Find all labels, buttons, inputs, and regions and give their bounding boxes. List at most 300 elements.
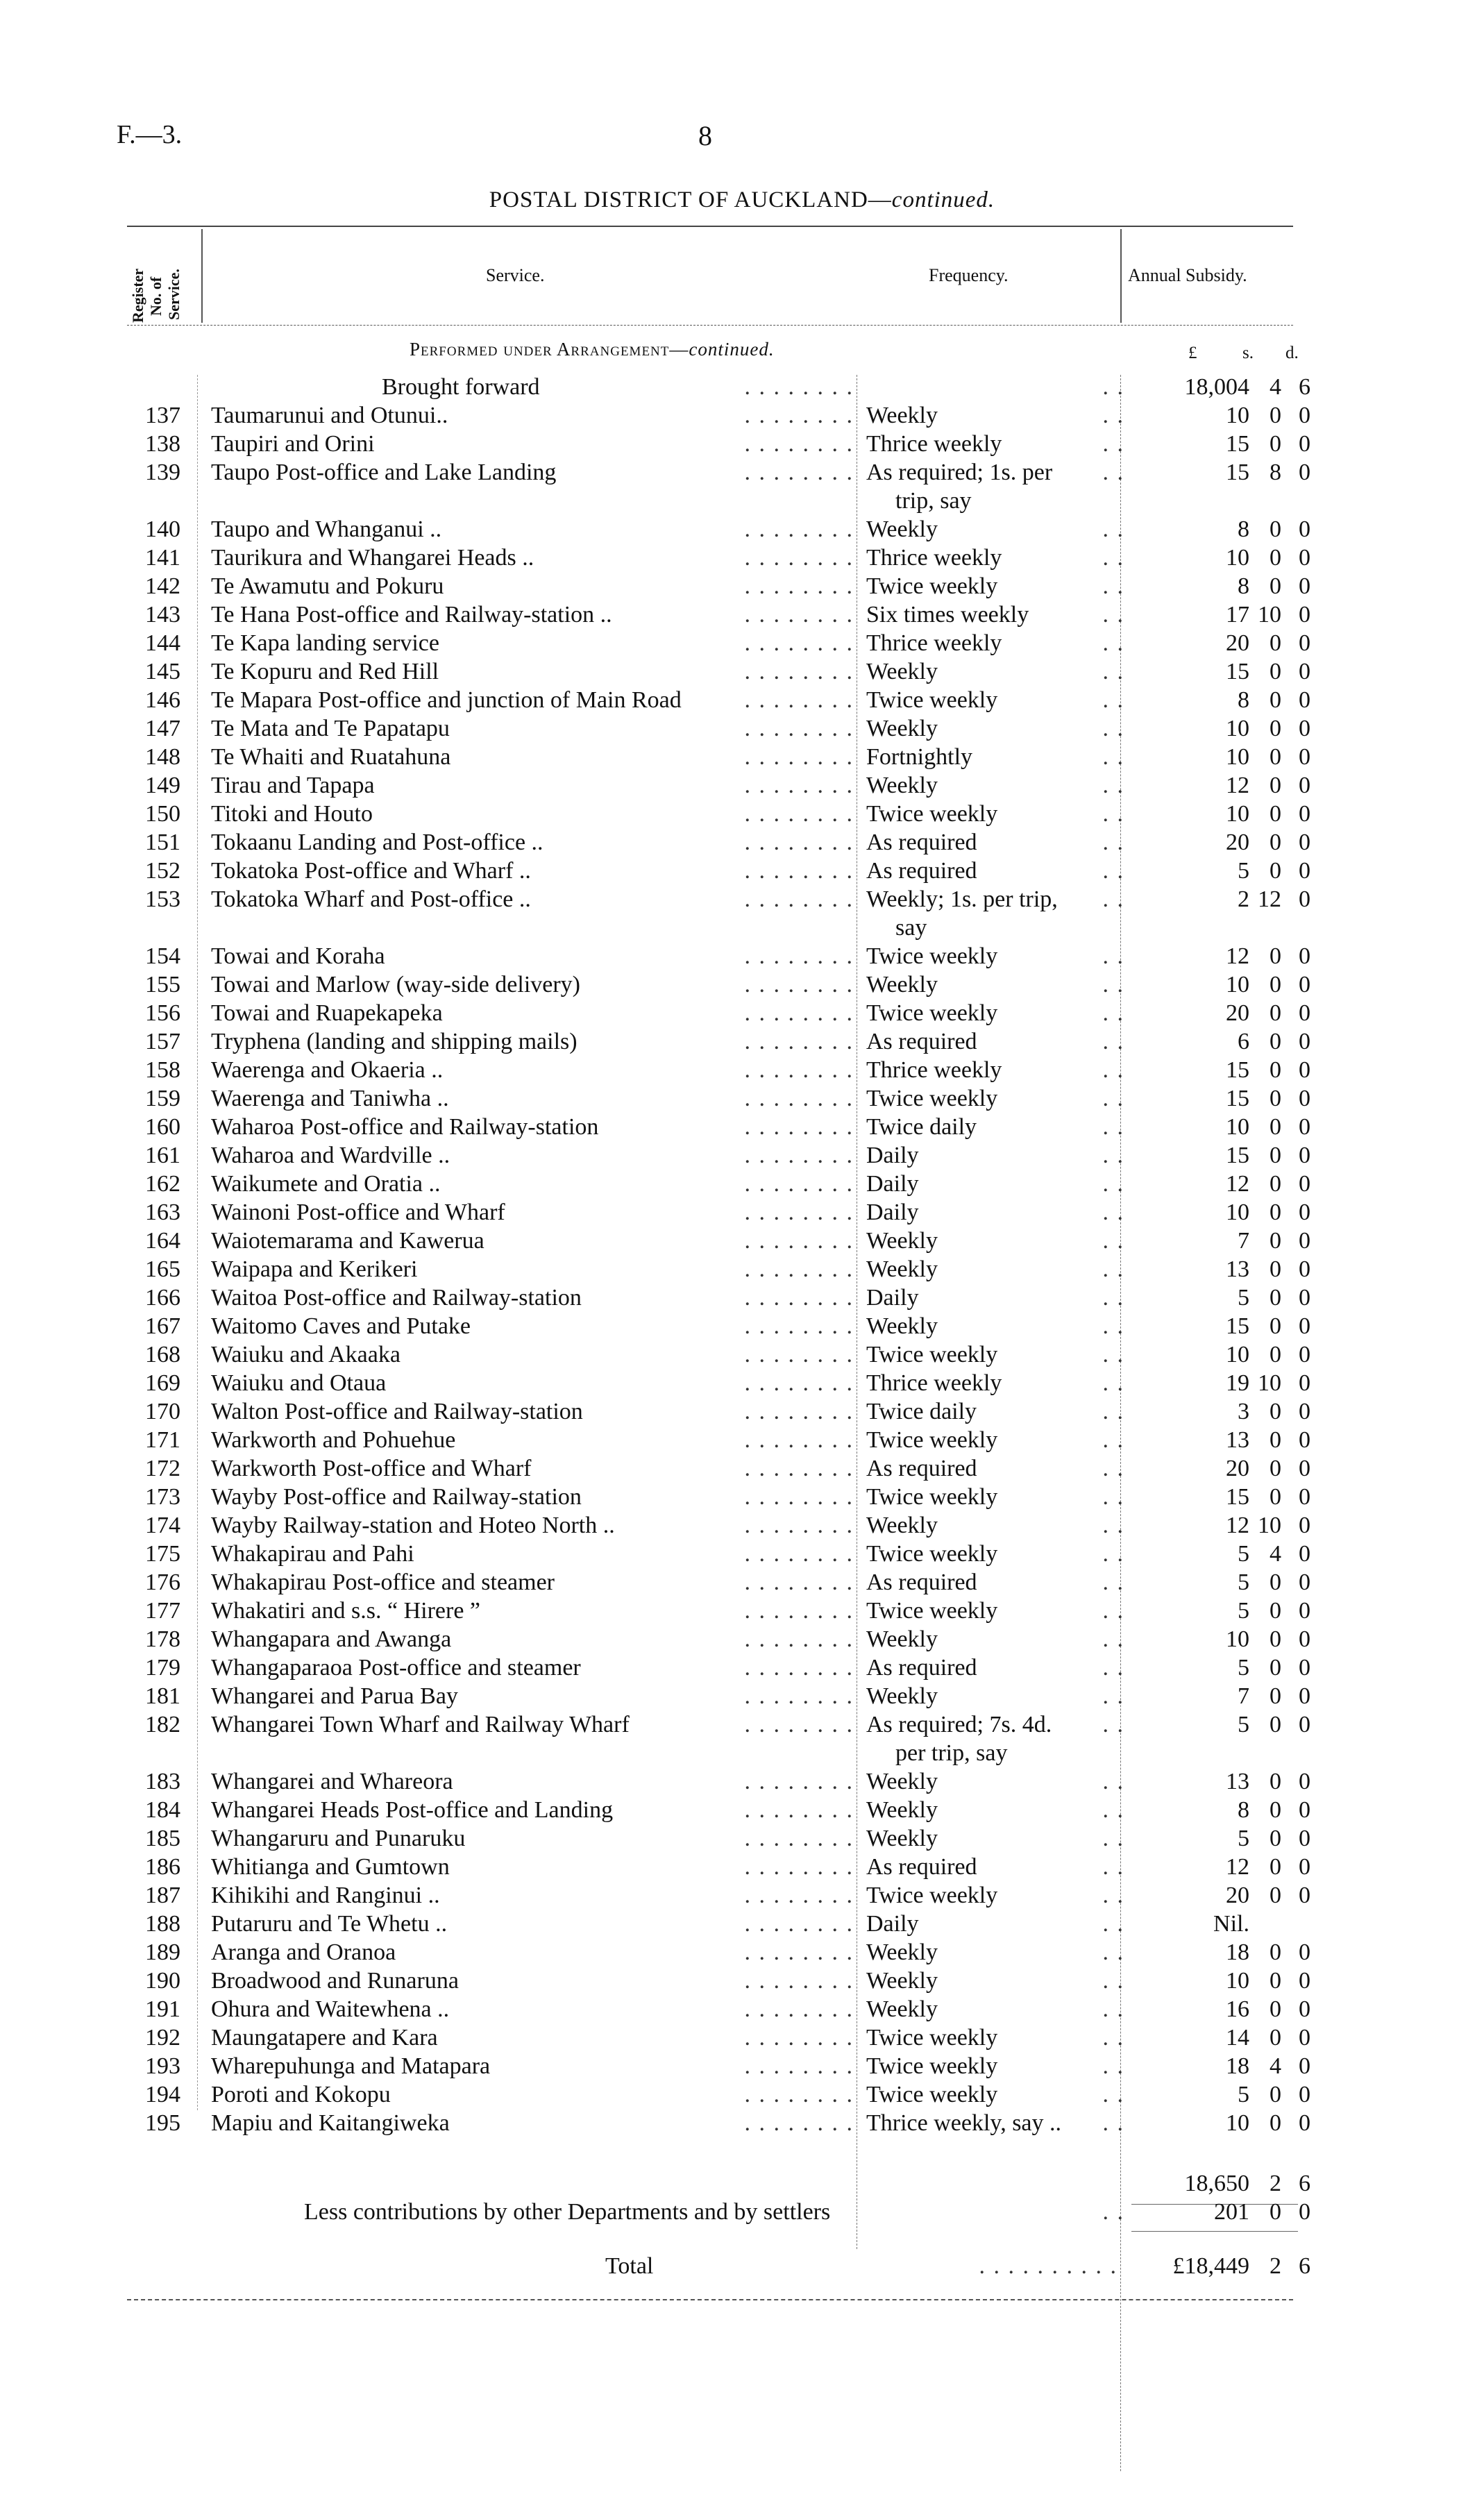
table-row [0,2109,1484,2137]
pence-cell: 0 [1299,2110,1310,2136]
leader-dots: . . [1102,1797,1124,1823]
table-row [0,1056,1484,1084]
table-row [0,1653,1484,1682]
leader-dots: . . . . . . . . [744,1854,854,1880]
pence-cell: 0 [1299,1171,1310,1197]
pence-cell: 0 [1299,1399,1310,1424]
table-row [0,1141,1484,1170]
register-number: 148 [145,744,180,770]
pence-cell: 0 [1299,1086,1310,1111]
pounds-cell: 15 [1226,1057,1249,1083]
table-row [0,1113,1484,1141]
table-row [0,2080,1484,2109]
register-number: 151 [145,830,180,855]
service-name: Wainoni Post-office and Wharf [211,1199,505,1225]
pounds-cell: 10 [1226,545,1249,571]
register-number: 142 [145,573,180,599]
shillings-cell: 0 [1270,687,1281,713]
register-number: 158 [145,1057,180,1083]
leader-dots: . . [1102,1399,1124,1424]
pounds-cell: 20 [1226,1000,1249,1026]
table-row [0,1682,1484,1710]
register-number: 193 [145,2053,180,2079]
register-number: 137 [145,403,180,428]
frequency-text: Thrice weekly [866,431,1002,457]
pounds-symbol: £ [1188,344,1197,362]
brought-forward-row [0,373,1484,401]
shillings-cell: 0 [1270,1000,1281,1026]
leader-dots: . . . . . . . . [744,1342,854,1367]
frequency-text: Weekly; 1s. per trip, [866,886,1058,912]
leader-dots: . . [1102,1569,1124,1595]
subheading-italic: continued. [689,339,775,360]
leader-dots: . . . . . . . . [744,1456,854,1481]
table-row [0,743,1484,771]
shillings-cell: 0 [1270,1939,1281,1965]
leader-dots: . . . . . . . . [744,1086,854,1111]
service-name: Tokaanu Landing and Post-office .. [211,830,543,855]
pounds-cell: Nil. [1213,1911,1249,1937]
service-name: Tokatoka Post-office and Wharf .. [211,858,531,884]
service-name: Waerenga and Okaeria .. [211,1057,444,1083]
frequency-text: As required [866,830,977,855]
frequency-text: Weekly [866,1683,938,1709]
leader-dots: . . [1102,1114,1124,1140]
pence-cell: 0 [1299,1256,1310,1282]
pounds-cell: 15 [1226,431,1249,457]
pence-cell: 0 [1299,744,1310,770]
shillings-cell: 12 [1258,886,1281,912]
service-name: Waipapa and Kerikeri [211,1256,418,1282]
service-name: Waiuku and Akaaka [211,1342,400,1367]
service-name: Taupiri and Orini [211,431,375,457]
service-name: Kihikihi and Ranginui .. [211,1883,440,1908]
shillings-cell: 0 [1270,1342,1281,1367]
leader-dots: . . . . . . . . [744,1683,854,1709]
shillings-cell: 0 [1270,1968,1281,1994]
title-italic: continued. [891,187,995,212]
register-header-line: Service. [165,269,183,320]
frequency-text: Twice weekly [866,687,998,713]
pounds-cell: 18,004 [1184,374,1249,400]
pence-cell: 0 [1299,573,1310,599]
pounds-cell: 12 [1226,1513,1249,1538]
leader-dots: . . [1102,2082,1124,2107]
service-name: Tokatoka Wharf and Post-office .. [211,886,531,912]
shillings-cell: 0 [1270,1143,1281,1168]
frequency-text: Twice weekly [866,1484,998,1510]
table-row [0,970,1484,999]
service-name: Taurikura and Whangarei Heads .. [211,545,534,571]
register-number: 184 [145,1797,180,1823]
page-reference: F.—3. [117,120,183,149]
pence-cell: 0 [1299,545,1310,571]
pounds-cell: 3 [1238,1399,1249,1424]
pounds-cell: 18 [1226,2053,1249,2079]
frequency-text: Weekly [866,1626,938,1652]
leader-dots: . . . . . . . . [744,1199,854,1225]
register-number: 146 [145,687,180,713]
register-number: 138 [145,431,180,457]
frequency-text: As required [866,1569,977,1595]
top-rule [127,226,1293,227]
leader-dots: . . . . . . . . [744,1826,854,1851]
table-row [0,1853,1484,1881]
service-name: Whakatiri and s.s. “ Hirere ” [211,1598,480,1624]
register-number: 173 [145,1484,180,1510]
table-row [0,1967,1484,1995]
page-title [0,187,1484,213]
frequency-text: Thrice weekly [866,545,1002,571]
leader-dots: . . . . . . . . . . [979,2253,1118,2279]
shillings-cell: 0 [1270,972,1281,997]
table-row [0,1540,1484,1568]
register-number: 176 [145,1569,180,1595]
pence-cell: 0 [1299,687,1310,713]
table-row [0,430,1484,458]
pounds-cell: 10 [1226,1626,1249,1652]
frequency-text: Weekly [866,1256,938,1282]
table-row [0,1170,1484,1198]
frequency-continuation: say [895,915,927,941]
pounds-cell: 18,650 [1184,2171,1249,2196]
shillings-cell: 0 [1270,1854,1281,1880]
service-column-header: Service. [486,265,545,285]
leader-dots: . . . . . . . . [744,1996,854,2022]
leader-dots: . . . . . . . . [744,1513,854,1538]
pence-cell: 0 [1299,1797,1310,1823]
table-row [0,629,1484,657]
frequency-text: Twice weekly [866,2082,998,2107]
leader-dots: . . [1102,630,1124,656]
table-row [0,2052,1484,2080]
pence-cell: 0 [1299,460,1310,485]
leader-dots: . . . . . . . . [744,1968,854,1994]
frequency-text: Weekly [866,659,938,684]
frequency-column-header: Frequency. [929,265,1009,285]
leader-dots: . . [1102,1939,1124,1965]
leader-dots: . . [1102,830,1124,855]
shillings-cell: 0 [1270,1114,1281,1140]
leader-dots: . . . . . . . . [744,858,854,884]
service-name: Te Kapa landing service [211,630,439,656]
leader-dots: . . . . . . . . [744,460,854,485]
leader-dots: . . . . . . . . [744,516,854,542]
pounds-cell: 15 [1226,1484,1249,1510]
shillings-cell: 2 [1270,2253,1281,2279]
leader-dots: . . . . . . . . [744,1256,854,1282]
register-column-header [129,233,199,330]
leader-dots: . . [1102,2199,1124,2225]
register-number: 170 [145,1399,180,1424]
frequency-text: Weekly [866,716,938,741]
pounds-cell: 15 [1226,1313,1249,1339]
leader-dots: . . . . . . . . [744,630,854,656]
service-name: Whangaparaoa Post-office and steamer [211,1655,581,1681]
register-number: 185 [145,1826,180,1851]
pounds-cell: 12 [1226,773,1249,798]
register-number: 172 [145,1456,180,1481]
pence-cell: 6 [1299,2253,1310,2279]
shillings-cell: 0 [1270,659,1281,684]
register-number: 161 [145,1143,180,1168]
leader-dots: . . . . . . . . [744,602,854,628]
leader-dots: . . . . . . . . [744,1427,854,1453]
shillings-cell: 0 [1270,744,1281,770]
shillings-cell: 0 [1270,1569,1281,1595]
pence-cell: 0 [1299,1683,1310,1709]
pence-cell: 0 [1299,1826,1310,1851]
service-name: Whangarei Town Wharf and Railway Wharf [211,1712,630,1737]
table-row [0,572,1484,600]
shillings-cell: 0 [1270,1883,1281,1908]
service-name: Whangarei and Parua Bay [211,1683,458,1709]
leader-dots: . . [1102,2053,1124,2079]
pence-cell: 0 [1299,716,1310,741]
shillings-cell: 0 [1270,1456,1281,1481]
leader-dots: . . . . . . . . [744,1883,854,1908]
table-row [0,1710,1484,1739]
leader-dots: . . . . . . . . [744,403,854,428]
service-name: Towai and Ruapekapeka [211,1000,443,1026]
pence-cell: 0 [1299,1854,1310,1880]
pounds-cell: 15 [1226,1143,1249,1168]
table-row [0,1625,1484,1653]
frequency-text: Weekly [866,1939,938,1965]
frequency-text: Daily [866,1171,919,1197]
frequency-text: Weekly [866,773,938,798]
pence-cell: 0 [1299,830,1310,855]
leader-dots: . . . . . . . . [744,2082,854,2107]
pounds-cell: 5 [1238,1826,1249,1851]
service-name: Towai and Marlow (way-side delivery) [211,972,580,997]
service-name: Te Awamutu and Pokuru [211,573,444,599]
pence-cell: 0 [1299,1883,1310,1908]
pence-cell: 0 [1299,1939,1310,1965]
pounds-cell: 6 [1238,1029,1249,1054]
pence-cell: 0 [1299,1199,1310,1225]
leader-dots: . . [1102,972,1124,997]
table-row [0,657,1484,686]
service-name: Poroti and Kokopu [211,2082,391,2107]
table-row [0,857,1484,885]
service-name: Walton Post-office and Railway-station [211,1399,583,1424]
shillings-cell: 0 [1270,2082,1281,2107]
shillings-cell: 0 [1270,1797,1281,1823]
frequency-text: Thrice weekly, say .. [866,2110,1062,2136]
frequency-text: Weekly [866,1313,938,1339]
leader-dots: . . [1102,1854,1124,1880]
pounds-cell: 20 [1226,830,1249,855]
shillings-cell: 0 [1270,858,1281,884]
shillings-cell: 0 [1270,431,1281,457]
frequency-text: Weekly [866,972,938,997]
leader-dots: . . . . . . . . [744,773,854,798]
register-number: 154 [145,943,180,969]
shillings-cell: 0 [1270,630,1281,656]
pence-cell: 0 [1299,516,1310,542]
leader-dots: . . [1102,1626,1124,1652]
leader-dots: . . . . . . . . [744,1569,854,1595]
shillings-cell: 0 [1270,1598,1281,1624]
less-contributions-row [0,2198,1484,2226]
pounds-cell: 10 [1226,801,1249,827]
service-name: Aranga and Oranoa [211,1939,396,1965]
bottom-rule [127,2299,1293,2300]
leader-dots: . . [1102,801,1124,827]
table-row [0,600,1484,629]
leader-dots: . . [1102,943,1124,969]
leader-dots: . . . . . . . . [744,1712,854,1737]
leader-dots: . . [1102,1968,1124,1994]
register-number: 141 [145,545,180,571]
leader-dots: . . [1102,1683,1124,1709]
shillings-cell: 0 [1270,1256,1281,1282]
leader-dots: . . . . . . . . [744,1057,854,1083]
register-number: 145 [145,659,180,684]
register-number: 167 [145,1313,180,1339]
shillings-cell: 0 [1270,801,1281,827]
frequency-text: Twice weekly [866,1883,998,1908]
pounds-cell: 10 [1226,972,1249,997]
frequency-text: Twice weekly [866,943,998,969]
shillings-cell: 0 [1270,2199,1281,2225]
shillings-cell: 0 [1270,1712,1281,1737]
column-divider [201,229,203,323]
register-number: 162 [145,1171,180,1197]
service-name: Waitoa Post-office and Railway-station [211,1285,582,1311]
pence-cell: 0 [1299,403,1310,428]
table-row [0,1312,1484,1340]
leader-dots: . . . . . . . . [744,972,854,997]
frequency-text: Weekly [866,1797,938,1823]
register-number: 159 [145,1086,180,1111]
leader-dots: . . [1102,1143,1124,1168]
frequency-text: Twice weekly [866,573,998,599]
pounds-cell: 10 [1226,1199,1249,1225]
service-name: Broadwood and Runaruna [211,1968,459,1994]
leader-dots: . . [1102,1370,1124,1396]
leader-dots: . . [1102,1769,1124,1794]
pounds-cell: £18,449 [1172,2253,1249,2279]
shillings-cell: 0 [1270,830,1281,855]
leader-dots: . . [1102,858,1124,884]
register-number: 156 [145,1000,180,1026]
register-number: 179 [145,1655,180,1681]
pence-cell: 6 [1299,374,1310,400]
leader-dots: . . [1102,1996,1124,2022]
register-number: 182 [145,1712,180,1737]
frequency-text: Twice weekly [866,801,998,827]
table-row [0,942,1484,970]
shillings-cell: 0 [1270,1655,1281,1681]
leader-dots: . . [1102,1342,1124,1367]
frequency-text: Twice weekly [866,1427,998,1453]
leader-dots: . . . . . . . . [744,744,854,770]
pounds-cell: 20 [1226,630,1249,656]
table-row [0,1597,1484,1625]
service-name: Warkworth and Pohuehue [211,1427,456,1453]
service-name: Waitomo Caves and Putake [211,1313,471,1339]
service-name: Whangaruru and Punaruku [211,1826,466,1851]
leader-dots: . . . . . . . . [744,1911,854,1937]
leader-dots: . . . . . . . . [744,2025,854,2051]
register-header-line: Register [129,268,146,323]
leader-dots: . . [1102,659,1124,684]
register-number: 183 [145,1769,180,1794]
leader-dots: . . [1102,1057,1124,1083]
pence-cell: 0 [1299,2053,1310,2079]
table-row [0,771,1484,800]
service-name: Whakapirau Post-office and steamer [211,1569,555,1595]
frequency-text: Twice weekly [866,2025,998,2051]
frequency-text: Twice daily [866,1399,977,1424]
pounds-cell: 15 [1226,1086,1249,1111]
service-name: Waerenga and Taniwha .. [211,1086,449,1111]
table-row [0,1511,1484,1540]
shillings-cell: 0 [1270,1171,1281,1197]
register-number: 171 [145,1427,180,1453]
pence-cell: 0 [1299,1114,1310,1140]
table-row [0,686,1484,714]
frequency-text: Twice weekly [866,1342,998,1367]
pounds-cell: 12 [1226,1171,1249,1197]
table-row [0,1227,1484,1255]
frequency-continuation: per trip, say [895,1740,1008,1766]
shillings-cell: 10 [1258,1513,1281,1538]
pence-cell: 0 [1299,1456,1310,1481]
pounds-cell: 13 [1226,1769,1249,1794]
leader-dots: . . [1102,1541,1124,1567]
service-name: Taupo Post-office and Lake Landing [211,460,557,485]
pence-symbol: d. [1285,344,1299,362]
leader-dots: . . . . . . . . [744,886,854,912]
pounds-cell: 5 [1238,1541,1249,1567]
pounds-cell: 5 [1238,858,1249,884]
table-row [0,1283,1484,1312]
leader-dots: . . . . . . . . [744,1769,854,1794]
service-name: Warkworth Post-office and Wharf [211,1456,532,1481]
pence-cell: 0 [1299,1541,1310,1567]
frequency-text: Fortnightly [866,744,973,770]
frequency-text: Twice weekly [866,2053,998,2079]
service-name: Ohura and Waitewhena .. [211,1996,450,2022]
table-row [0,1369,1484,1397]
pounds-cell: 14 [1226,2025,1249,2051]
pence-cell: 0 [1299,1996,1310,2022]
leader-dots: . . . . . . . . [744,2110,854,2136]
service-name: Taupo and Whanganui .. [211,516,442,542]
pounds-cell: 5 [1238,1569,1249,1595]
leader-dots: . . [1102,1228,1124,1254]
register-number: 144 [145,630,180,656]
pounds-cell: 10 [1226,1114,1249,1140]
service-name: Taumarunui and Otunui.. [211,403,448,428]
leader-dots: . . . . . . . . [744,1598,854,1624]
table-row [0,1255,1484,1283]
register-number: 139 [145,460,180,485]
service-name: Maungatapere and Kara [211,2025,438,2051]
subsidy-column-header: Annual Subsidy. [1128,265,1247,285]
leader-dots: . . . . . . . . [744,1939,854,1965]
pence-cell: 0 [1299,1484,1310,1510]
shillings-cell: 0 [1270,943,1281,969]
register-number: 153 [145,886,180,912]
leader-dots: . . [1102,2025,1124,2051]
register-number: 175 [145,1541,180,1567]
frequency-text: Weekly [866,1996,938,2022]
leader-dots: . . [1102,773,1124,798]
